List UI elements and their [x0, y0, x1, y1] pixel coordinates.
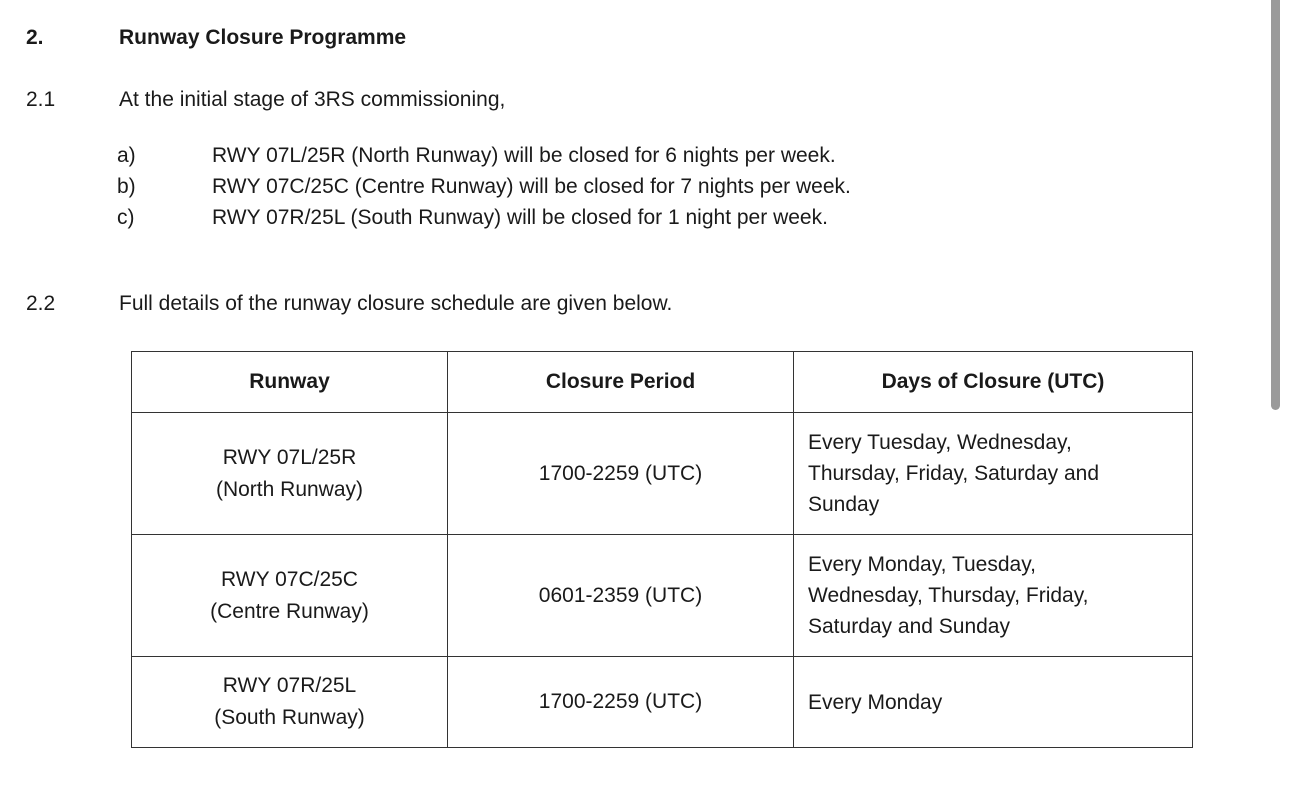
closure-period-cell: 1700-2259 (UTC)	[448, 657, 794, 748]
header-runway: Runway	[132, 352, 448, 413]
paragraph-2-2-text: Full details of the runway closure schedule are given below.	[119, 292, 673, 315]
runway-name: (North Runway)	[215, 477, 364, 501]
days-line: Saturday and Sunday	[808, 615, 1010, 638]
days-line: Every Tuesday, Wednesday,	[808, 431, 1072, 454]
closure-schedule-table	[131, 351, 1193, 748]
table-row	[132, 657, 1193, 748]
days-cell	[794, 413, 1193, 535]
table-row	[132, 413, 1193, 535]
section-title: Runway Closure Programme	[119, 26, 407, 49]
runway-name: (South Runway)	[214, 706, 365, 729]
list-item-a-text: RWY 07L/25R (North Runway) will be closed for 6 nights per week.	[212, 144, 836, 167]
list-item-b-text: RWY 07C/25C (Centre Runway) will be closed for 7 nights per week.	[212, 175, 851, 198]
runway-code: RWY 07L/25R	[222, 445, 357, 469]
days-line: Thursday, Friday, Saturday and	[808, 462, 1100, 485]
header-closure-period: Closure Period	[448, 352, 794, 413]
header-days-of-closure: Days of Closure (UTC)	[794, 352, 1193, 413]
days-cell	[794, 535, 1193, 657]
section-number: 2.	[26, 26, 44, 49]
list-marker-c: c)	[117, 206, 135, 229]
runway-code: RWY 07R/25L	[222, 674, 357, 697]
runway-name: (Centre Runway)	[210, 599, 369, 623]
runway-code: RWY 07C/25C	[221, 567, 358, 591]
runway-cell	[132, 535, 448, 657]
list-marker-a: a)	[117, 144, 136, 167]
paragraph-2-1-text: At the initial stage of 3RS commissioning,	[119, 88, 506, 111]
closure-period-cell: 0601-2359 (UTC)	[448, 535, 794, 657]
runway-cell	[132, 413, 448, 535]
vertical-scrollbar-thumb[interactable]	[1271, 0, 1280, 410]
table-row	[132, 535, 1193, 657]
closure-period-cell: 1700-2259 (UTC)	[448, 413, 794, 535]
table-header-row	[132, 352, 1193, 413]
days-line: Wednesday, Thursday, Friday,	[808, 584, 1089, 607]
days-line: Every Monday	[808, 690, 943, 714]
days-line: Sunday	[808, 493, 880, 516]
paragraph-number-2-2: 2.2	[26, 292, 56, 315]
days-cell	[794, 657, 1193, 748]
runway-cell	[132, 657, 448, 748]
days-line: Every Monday, Tuesday,	[808, 553, 1036, 576]
paragraph-number-2-1: 2.1	[26, 88, 56, 111]
list-marker-b: b)	[117, 175, 136, 198]
list-item-c-text: RWY 07R/25L (South Runway) will be closed for 1 night per week.	[212, 206, 828, 229]
